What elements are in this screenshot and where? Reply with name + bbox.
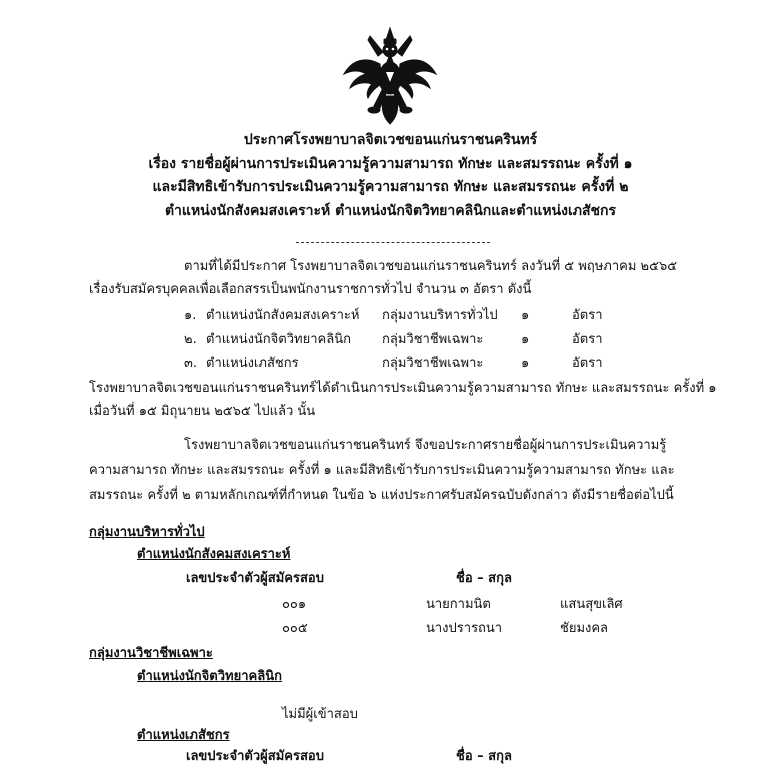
group-heading-professional: กลุ่มงานวิชาชีพเฉพาะ — [89, 646, 213, 661]
position-title: ตำแหน่งเภสัชกร — [206, 356, 299, 371]
applicant-id: ๐๐๑ — [282, 597, 307, 612]
applicant-last-name: ชัยมงคล — [560, 621, 609, 636]
column-header-full-name: ชื่อ – สกุล — [456, 571, 512, 586]
column-header-applicant-id: เลขประจำตัวผู้สมัครสอบ — [186, 749, 324, 764]
paragraph-3-line-1: โรงพยาบาลจิตเวชขอนแก่นราชนครินทร์ จึงขอประกาศรายชื่อผู้ผ่านการประเมินความรู้ — [184, 438, 667, 453]
column-header-full-name: ชื่อ – สกุล — [456, 749, 512, 764]
position-unit: อัตรา — [572, 332, 603, 347]
subject-line-3: ตำแหน่งนักสังคมสงเคราะห์ ตำแหน่งนักจิตวิทยาคลินิกและตำแหน่งเภสัชกร — [164, 203, 617, 219]
paragraph-3-line-2: ความสามารถ ทักษะ และสมรรถนะ ครั้งที่ ๑ และมีสิทธิเข้ารับการประเมินความรู้ความสามารถ ทักษะ และ — [89, 463, 675, 478]
position-no: ๓. — [184, 356, 198, 371]
position-no: ๑. — [184, 308, 197, 323]
announcement-title: ประกาศโรงพยาบาลจิตเวชขอนแก่นราชนครินทร์ — [243, 132, 538, 148]
paragraph-2-line-1: โรงพยาบาลจิตเวชขอนแก่นราชนครินทร์ได้ดำเนินการประเมินความรู้ความสามารถ ทักษะ และสมรรถนะ ครั้งที่ ๑ — [89, 381, 717, 396]
garuda-emblem-icon — [339, 26, 441, 126]
intro-line-2: เรื่องรับสมัครบุคคลเพื่อเลือกสรรเป็นพนักงานราชการทั่วไป จำนวน ๓ อัตรา ดังนี้ — [89, 282, 532, 297]
subject-line-2: และมีสิทธิเข้ารับการประเมินความรู้ความสามารถ ทักษะ และสมรรถนะ ครั้งที่ ๒ — [152, 179, 629, 195]
applicant-id: ๐๐๕ — [282, 621, 308, 636]
intro-line-1: ตามที่ได้มีประกาศ โรงพยาบาลจิตเวชขอนแก่นราชนครินทร์ ลงวันที่ ๕ พฤษภาคม ๒๕๖๕ — [184, 259, 678, 274]
paragraph-2-line-2: เมื่อวันที่ ๑๕ มิถุนายน ๒๕๖๕ ไปแล้ว นั้น — [89, 404, 316, 419]
position-group: กลุ่มวิชาชีพเฉพาะ — [382, 356, 484, 371]
group-heading-admin: กลุ่มงานบริหารทั่วไป — [89, 525, 205, 540]
position-heading-clinical-psychologist: ตำแหน่งนักจิตวิทยาคลินิก — [137, 669, 282, 684]
position-count: ๑ — [521, 356, 530, 371]
position-group: กลุ่มวิชาชีพเฉพาะ — [382, 332, 484, 347]
position-group: กลุ่มงานบริหารทั่วไป — [382, 308, 498, 323]
position-title: ตำแหน่งนักจิตวิทยาคลินิก — [206, 332, 351, 347]
position-no: ๒. — [184, 332, 197, 347]
position-count: ๑ — [521, 332, 530, 347]
position-heading-pharmacist: ตำแหน่งเภสัชกร — [137, 728, 230, 743]
position-heading-social-worker: ตำแหน่งนักสังคมสงเคราะห์ — [137, 547, 291, 562]
applicant-first-name: นางปรารถนา — [426, 621, 503, 636]
applicant-first-name: นายกามนิต — [426, 597, 491, 612]
applicant-last-name: แสนสุขเลิศ — [560, 597, 623, 612]
position-count: ๑ — [521, 308, 530, 323]
title-divider — [296, 242, 490, 243]
paragraph-3-line-3: สมรรถนะ ครั้งที่ ๒ ตามหลักเกณฑ์ที่กำหนด ในข้อ ๖ แห่งประกาศรับสมัครฉบับดังกล่าว ดังมีรายชื่อต่อไปนี้ — [89, 488, 674, 503]
no-applicants-note: ไม่มีผู้เข้าสอบ — [282, 707, 358, 722]
position-title: ตำแหน่งนักสังคมสงเคราะห์ — [206, 308, 360, 323]
position-unit: อัตรา — [572, 308, 603, 323]
subject-line: เรื่อง รายชื่อผู้ผ่านการประเมินความรู้ความสามารถ ทักษะ และสมรรถนะ ครั้งที่ ๑ — [148, 156, 633, 172]
column-header-applicant-id: เลขประจำตัวผู้สมัครสอบ — [186, 571, 324, 586]
position-unit: อัตรา — [572, 356, 603, 371]
